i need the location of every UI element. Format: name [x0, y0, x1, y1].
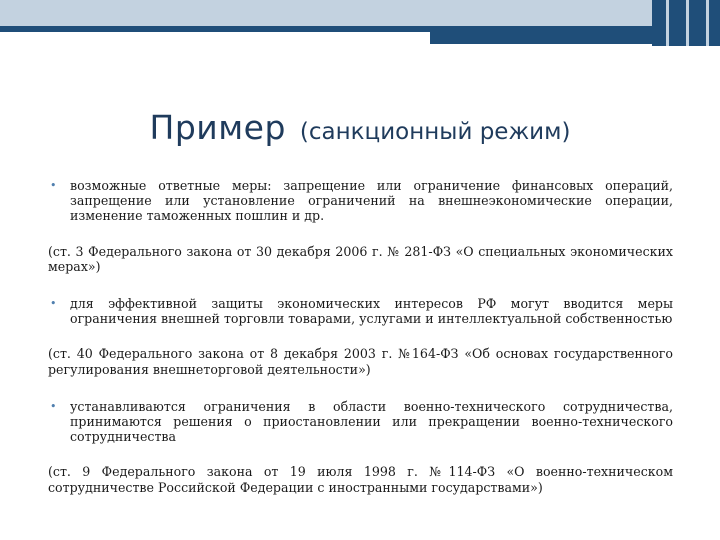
header-accent-bar: [430, 32, 652, 44]
corner-stripe: [686, 0, 689, 46]
slide-title-subtitle: (санкционный режим): [299, 119, 571, 145]
bullet-icon: •: [50, 179, 57, 192]
bullet-icon: •: [50, 399, 57, 413]
corner-stripe: [666, 0, 669, 46]
corner-stripe: [706, 0, 709, 46]
slide-content: [48, 178, 673, 517]
bullet-item: [48, 178, 673, 224]
bullet-item: [48, 399, 673, 445]
citation: (ст. 40 Федерального закона от 8 декабря 2003 г. №164-ФЗ «Об основах государственного регулирования внешнеторговой деятельности»): [48, 346, 673, 377]
citation: (ст. 3 Федерального закона от 30 декабря 2006 г. № 281-ФЗ «О специальных экономических мерах»): [48, 243, 673, 274]
bullet-text: устанавливаются ограничения в области военно-технического сотрудничества, принимаются решения о приостановлении или прекращении военно-технического сотрудничества: [70, 398, 673, 445]
slide-title-main: Пример: [149, 108, 286, 147]
bullet-item: [48, 296, 673, 326]
bullet-text: для эффективной защиты экономических интересов РФ могут вводится меры ограничения внешней торговли товарами, услугами и интеллектуальной собственностью: [70, 296, 673, 327]
bullet-icon: •: [50, 297, 57, 311]
slide-title: [0, 108, 720, 147]
header-light-bar: [0, 0, 720, 26]
header-band: [0, 0, 720, 32]
bullet-text: возможные ответные меры: запрещение или ограничение финансовых операций, запрещение или установление ограничений на внешнеэкономические операции, изменение таможенных пошлин и др.: [70, 178, 673, 224]
header-corner-block: [652, 0, 720, 46]
citation: (ст. 9 Федерального закона от 19 июля 1998 г. №114-ФЗ «О военно-техническом сотрудничестве Российской Федерации с иностранными государствами»): [48, 464, 673, 495]
